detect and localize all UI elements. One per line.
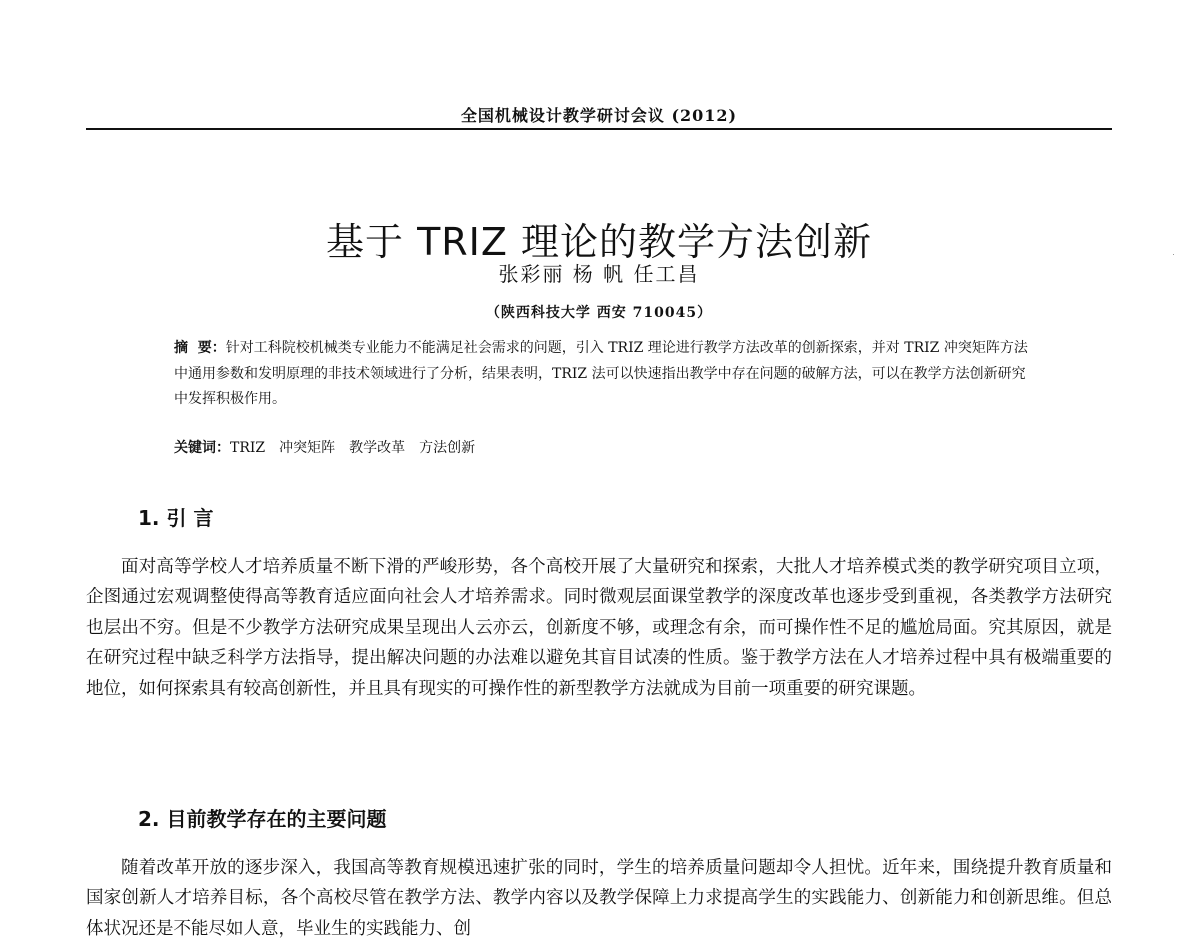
scan-speck <box>1173 254 1174 255</box>
section-heading-introduction: 1. 引 言 <box>138 502 213 531</box>
section-paragraph: 面对高等学校人才培养质量不断下滑的严峻形势，各个高校开展了大量研究和探索，大批人才培养模式类的教学研究项目立项，企图通过宏观调整使得高等教育适应面向社会人才培养需求。同时微观层面课堂教学的深度改革也逐步受到重视，各类教学方法研究也层出不穷。但是不少教学方法研究成果呈现出人云亦云，创新度不够，或理念有余，而可操作性不足的尴尬局面。究其原因，就是在研究过程中缺乏科学方法指导，提出解决问题的办法难以避免其盲目试凑的性质。鉴于教学方法在人才培养过程中具有极端重要的地位，如何探索具有较高创新性，并且具有现实的可操作性的新型教学方法就成为目前一项重要的研究课题。 <box>86 552 1112 705</box>
keyword-item: TRIZ <box>230 440 265 456</box>
keyword-item: 教学改革 <box>349 440 405 456</box>
keywords-label: 关键词： <box>174 440 230 456</box>
keyword-item: 方法创新 <box>419 440 475 456</box>
abstract-label: 摘 要： <box>174 340 226 356</box>
abstract <box>174 336 1034 413</box>
abstract-text: 针对工科院校机械类专业能力不能满足社会需求的问题，引入 TRIZ 理论进行教学方法改革的创新探索，并对 TRIZ 冲突矩阵方法中通用参数和发明原理的非技术领域进行了分析，结果表明，TRIZ 法可以快速指出教学中存在问题的破解方法，可以在教学方法创新研究中发挥积极作用。 <box>174 340 1028 407</box>
affiliation: （陕西科技大学 西安 710045） <box>86 302 1112 322</box>
keywords <box>174 437 1034 457</box>
running-head: 全国机械设计教学研讨会议 (2012) <box>86 103 1112 126</box>
section-paragraph: 随着改革开放的逐步深入，我国高等教育规模迅速扩张的同时，学生的培养质量问题却令人担忧。近年来，围绕提升教育质量和国家创新人才培养目标，各个高校尽管在教学方法、教学内容以及教学保障上力求提高学生的实践能力、创新能力和创新思维。但总体状况还是不能尽如人意，毕业生的实践能力、创 <box>86 853 1112 944</box>
section-heading-main-problems: 2. 目前教学存在的主要问题 <box>138 803 386 832</box>
paper-title: 基于 TRIZ 理论的教学方法创新 <box>86 211 1112 266</box>
keyword-item: 冲突矩阵 <box>279 440 335 456</box>
header-rule <box>86 128 1112 130</box>
author-list: 张彩丽 杨 帆 任工昌 <box>86 258 1112 287</box>
